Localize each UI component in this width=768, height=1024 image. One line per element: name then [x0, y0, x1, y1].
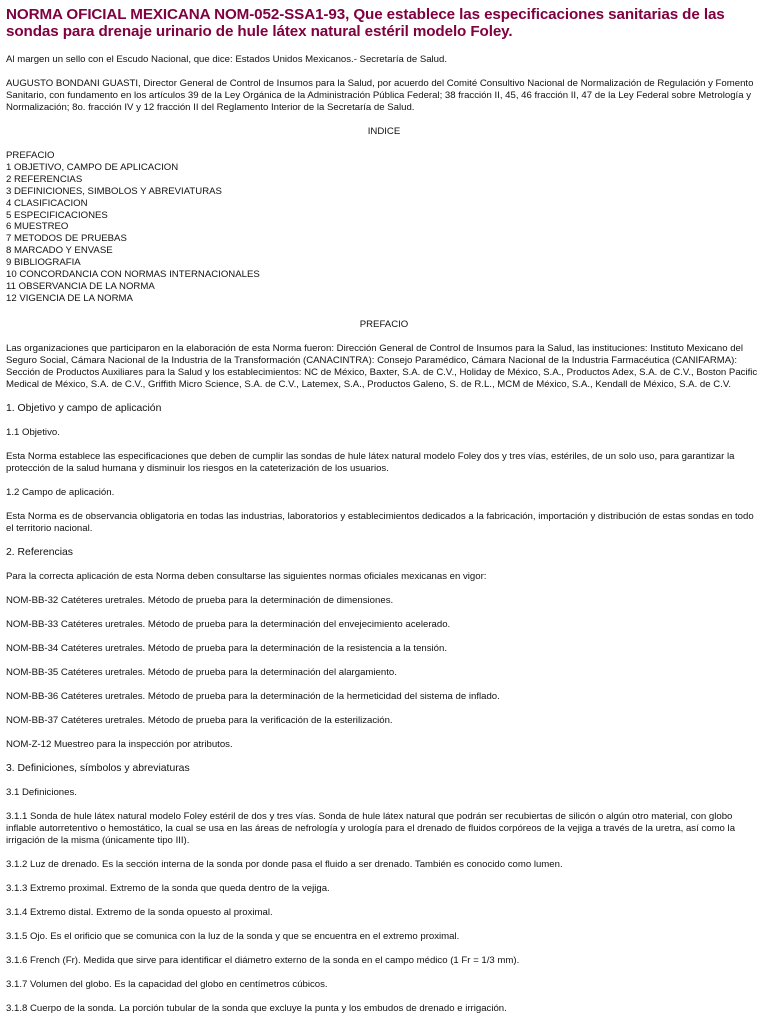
section-1-1-heading: 1.1 Objetivo.	[6, 426, 60, 438]
index-item: PREFACIO	[6, 150, 55, 161]
definitions-list	[6, 787, 762, 1015]
index-item: 7 METODOS DE PRUEBAS	[6, 233, 127, 245]
index-item: 4 CLASIFICACION	[6, 197, 88, 209]
index-item: 3 DEFINICIONES, SIMBOLOS Y ABREVIATURAS	[6, 185, 222, 197]
section-3-heading: 3. Definiciones, símbolos y abreviaturas	[6, 762, 190, 774]
reference-item: NOM-Z-12 Muestreo para la inspección por atributos.	[6, 738, 233, 750]
index-item: 11 OBSERVANCIA DE LA NORMA	[6, 280, 155, 292]
index-item: 9 BIBLIOGRAFIA	[6, 257, 81, 269]
index-item: 6 MUESTREO	[6, 221, 69, 233]
definition-item: 3.1.5 Ojo. Es el orificio que se comunica con la luz de la sonda y que se encuentra en el extremo proximal.	[6, 930, 460, 942]
prefacio-heading: PREFACIO	[359, 318, 409, 330]
index-item: 1 OBJETIVO, CAMPO DE APLICACION	[6, 161, 179, 173]
reference-item: NOM-BB-35 Catéteres uretrales. Método de prueba para la determinación del alargamiento.	[6, 666, 397, 678]
margin-note: Al margen un sello con el Escudo Nacional, que dice: Estados Unidos Mexicanos.- Secretaría de Salud.	[6, 54, 448, 65]
index-heading: INDICE	[367, 126, 401, 137]
reference-item: NOM-BB-36 Catéteres uretrales. Método de prueba para la determinación de la hermeticidad del sistema de inflado.	[6, 690, 500, 702]
section-1-2-heading: 1.2 Campo de aplicación.	[6, 486, 115, 498]
definition-item: 3.1.4 Extremo distal. Extremo de la sonda opuesto al proximal.	[6, 906, 273, 918]
definition-item: 3.1.7 Volumen del globo. Es la capacidad del globo en centímetros cúbicos.	[6, 978, 328, 990]
section-1-heading: 1. Objetivo y campo de aplicación	[6, 402, 162, 414]
section-2-text: Para la correcta aplicación de esta Norma deben consultarse las siguientes normas oficiales mexicanas en vigor:	[6, 570, 487, 582]
index-item: 12 VIGENCIA DE LA NORMA	[6, 292, 133, 304]
references-list	[6, 595, 762, 751]
definition-item: 3.1.8 Cuerpo de la sonda. La porción tubular de la sonda que excluye la punta y los embudos de drenado e irrigación.	[6, 1002, 507, 1014]
document-title: NORMA OFICIAL MEXICANA NOM-052-SSA1-93, Que establece las especificaciones sanitarias de las sondas para drenaje urinario de hule látex natural estéril modelo Foley.	[6, 6, 725, 40]
section-2-heading: 2. Referencias	[6, 546, 73, 558]
definition-item: 3.1.6 French (Fr). Medida que sirve para identificar el diámetro externo de la sonda en el campo médico (1 Fr = 1/3 mm).	[6, 954, 520, 966]
definition-item: 3.1.1 Sonda de hule látex natural modelo Foley estéril de dos y tres vías. Sonda de hule látex natural que podrán ser recubiertas de silicón o algún otro material, con globo inflable autorretentivo o hemostático, la cual se usa en las áreas de nefrología y urología para el drenado de fluidos corpóreos de la vejiga a través de la uretra, así como la irrigación de la misma (únicamente tipo III).	[6, 810, 736, 846]
index-item: 2 REFERENCIAS	[6, 173, 83, 185]
prefacio-text: Las organizaciones que participaron en la elaboración de esta Norma fueron: Dirección General de Control de Insumos para la Salud, las instituciones: Instituto Mexicano del Seguro Social, Cámara Nacional de la Industria de la Transformación (CANACINTRA): Consejo Paramédico, Cámara Nacional de la Industria Farmacéutica (CANIFARMA): Sección de Productos Auxiliares para la Salud y los establecimientos: NC de México, Baxter, S.A. de C.V., Holiday de México, S.A., Productos Adex, S.A. de C.V., Boston Pacific Medical de México, S.A. de C.V., Griffith Micro Science, S.A. de C.V., Latemex, S.A., Productos Galeno, S. de R.L., MCM de México, S.A., Kendall de México, S.A. de C.V.	[6, 342, 758, 390]
section-1-2-text: Esta Norma es de observancia obligatoria en todas las industrias, laboratorios y establecimientos dedicados a la fabricación, importación y distribución de estas sondas en todo el territorio nacional.	[6, 510, 754, 534]
definition-item: 3.1 Definiciones.	[6, 786, 77, 798]
index-item: 8 MARCADO Y ENVASE	[6, 245, 113, 257]
definition-item: 3.1.3 Extremo proximal. Extremo de la sonda que queda dentro de la vejiga.	[6, 882, 330, 894]
reference-item: NOM-BB-33 Catéteres uretrales. Método de prueba para la determinación del envejecimiento acelerado.	[6, 618, 451, 630]
intro-paragraph: AUGUSTO BONDANI GUASTI, Director General de Control de Insumos para la Salud, por acuerdo del Comité Consultivo Nacional de Normalización de Regulación y Fomento Sanitario, con fundamento en los artículos 39 de la Ley Orgánica de la Administración Pública Federal; 38 fracción II, 45, 46 fracción II, 47 de la Ley Federal sobre Metrología y Normalización; 8o. fracción IV y 12 fracción II del Reglamento Interior de la Secretaría de Salud.	[6, 78, 754, 113]
index-list	[6, 150, 762, 305]
reference-item: NOM-BB-37 Catéteres uretrales. Método de prueba para la verificación de la esterilización.	[6, 714, 393, 726]
index-item: 10 CONCORDANCIA CON NORMAS INTERNACIONALES	[6, 269, 260, 281]
index-item: 5 ESPECIFICACIONES	[6, 209, 108, 221]
reference-item: NOM-BB-34 Catéteres uretrales. Método de prueba para la determinación de la resistencia a la tensión.	[6, 642, 448, 654]
reference-item: NOM-BB-32 Catéteres uretrales. Método de prueba para la determinación de dimensiones.	[6, 594, 394, 606]
definition-item: 3.1.2 Luz de drenado. Es la sección interna de la sonda por donde pasa el fluido a ser drenado. También es conocido como lumen.	[6, 858, 563, 870]
section-1-1-text: Esta Norma establece las especificaciones que deben de cumplir las sondas de hule látex natural modelo Foley dos y tres vías, estériles, de un solo uso, para garantizar la protección de la salud humana y disminuir los riesgos en la cateterización de los usuarios.	[6, 450, 735, 474]
